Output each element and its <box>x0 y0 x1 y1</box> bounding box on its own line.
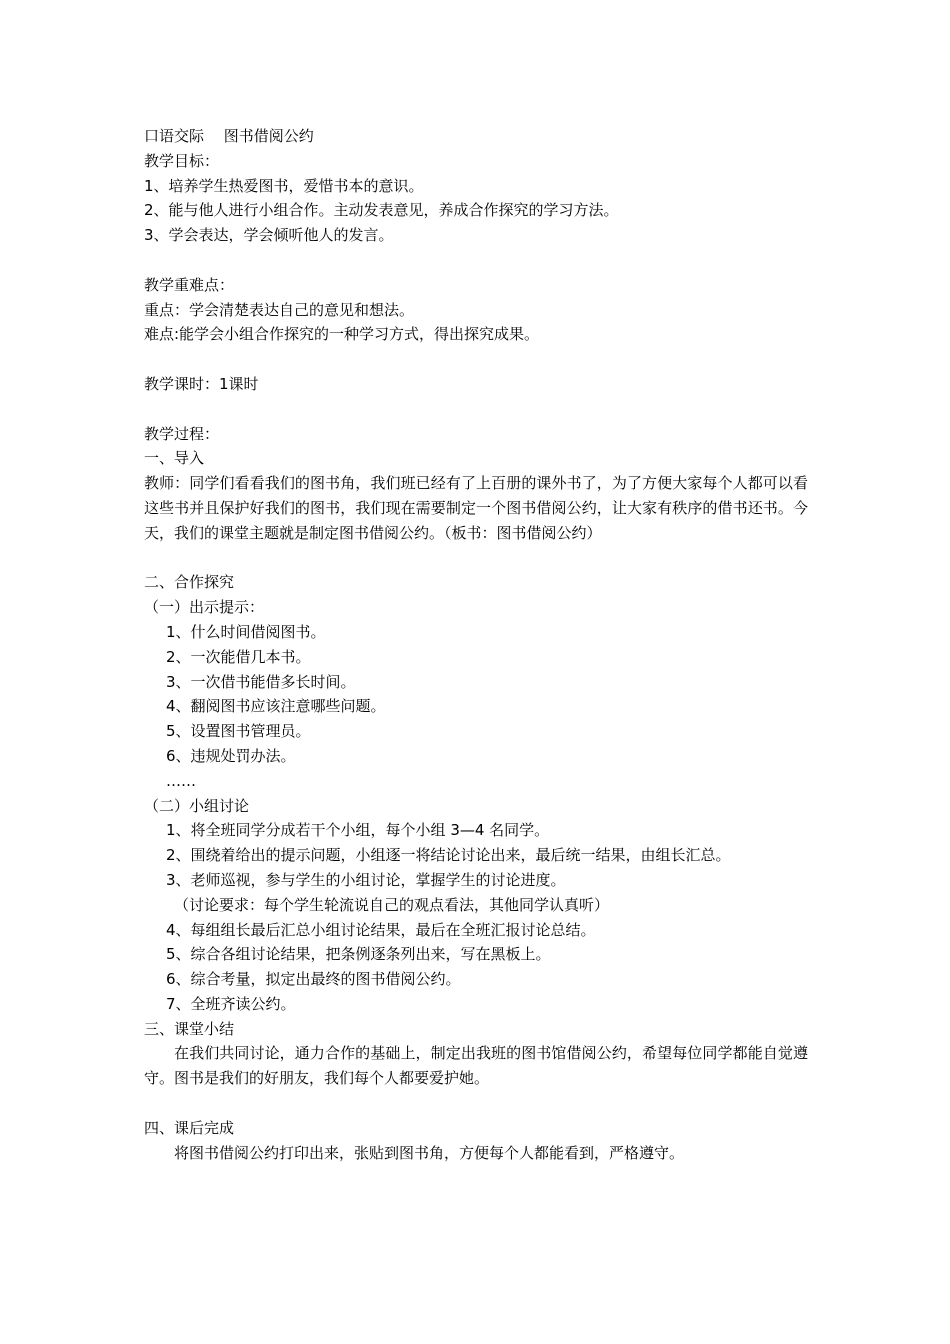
discussion-item: 2、围绕着给出的提示问题，小组逐一将结论讨论出来，最后统一结果，由组长汇总。 <box>166 846 731 865</box>
intro-paragraph: 教师：同学们看看我们的图书角，我们班已经有了上百册的课外书了，为了方便大家每个人都可以看这些书并且保护好我们的图书，我们现在需要制定一个图书借阅公约，让大家有秩序的借书还书。今天，我们的课堂主题就是制定图书借阅公约。（板书：图书借阅公约） <box>144 474 808 542</box>
discussion-item: 1、将全班同学分成若干个小组，每个小组 3—4 名同学。 <box>166 821 550 840</box>
key-point-difficulty: 难点:能学会小组合作探究的一种学习方式，得出探究成果。 <box>144 325 540 344</box>
summary-paragraph: 在我们共同讨论，通力合作的基础上，制定出我班的图书馆借阅公约，希望每位同学都能自觉遵守。图书是我们的好朋友，我们每个人都要爱护她。 <box>144 1044 808 1088</box>
spacer <box>144 546 808 571</box>
summary-heading: 三、课堂小结 <box>144 1019 235 1038</box>
hint-item: 3、一次借书能借多长时间。 <box>166 672 356 691</box>
spacer <box>144 347 808 372</box>
goal-item: 3、学会表达，学会倾听他人的发言。 <box>144 226 394 245</box>
discussion-item: 3、老师巡视，参与学生的小组讨论，掌握学生的讨论进度。 <box>166 870 566 889</box>
process-heading: 教学过程： <box>144 424 220 443</box>
spacer <box>144 248 808 273</box>
hint-item: 5、设置图书管理员。 <box>166 722 311 741</box>
discussion-item: 5、综合各组讨论结果，把条例逐条列出来，写在黑板上。 <box>166 945 551 964</box>
homework-paragraph: 将图书借阅公约打印出来，张贴到图书角，方便每个人都能看到，严格遵守。 <box>174 1143 685 1162</box>
discussion-heading: （二）小组讨论 <box>144 796 250 815</box>
spacer <box>144 397 808 422</box>
goal-item: 1、培养学生热爱图书，爱惜书本的意识。 <box>144 176 424 195</box>
homework-heading: 四、课后完成 <box>144 1118 235 1137</box>
hint-item: 6、违规处罚办法。 <box>166 746 296 765</box>
goals-heading: 教学目标： <box>144 151 220 170</box>
key-point-focus: 重点：学会清楚表达自己的意见和想法。 <box>144 300 415 319</box>
spacer <box>144 1091 808 1116</box>
class-hours: 教学课时：1课时 <box>144 374 259 393</box>
hint-item: 1、什么时间借阅图书。 <box>166 622 326 641</box>
hints-heading: （一）出示提示： <box>144 598 265 617</box>
discussion-note: （讨论要求：每个学生轮流说自己的观点看法，其他同学认真听） <box>174 895 610 914</box>
discussion-item: 6、综合考量，拟定出最终的图书借阅公约。 <box>166 970 461 989</box>
document-page <box>144 124 808 1165</box>
explore-heading: 二、合作探究 <box>144 573 235 592</box>
key-points-heading: 教学重难点： <box>144 275 235 294</box>
hint-item: 4、翻阅图书应该注意哪些问题。 <box>166 697 386 716</box>
discussion-item: 4、每组组长最后汇总小组讨论结果，最后在全班汇报讨论总结。 <box>166 920 596 939</box>
intro-heading: 一、导入 <box>144 449 205 468</box>
document-title: 口语交际 图书借阅公约 <box>144 127 314 145</box>
hint-item: 2、一次能借几本书。 <box>166 647 311 666</box>
discussion-item: 7、全班齐读公约。 <box>166 994 296 1013</box>
hint-ellipsis: …… <box>166 771 196 790</box>
goal-item: 2、能与他人进行小组合作。主动发表意见，养成合作探究的学习方法。 <box>144 201 619 220</box>
